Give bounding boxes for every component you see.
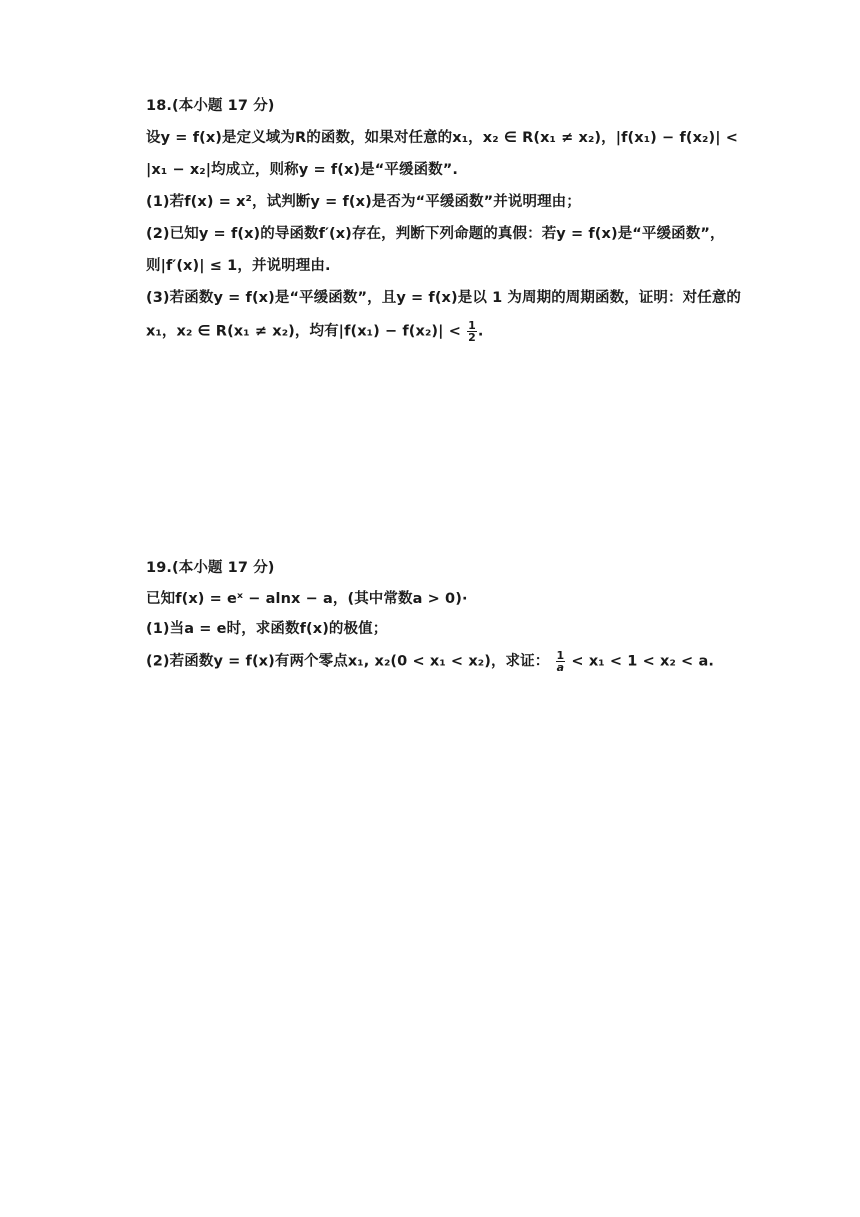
problem-19 bbox=[146, 558, 736, 683]
problem-19-part-1: (1)当a = e时，求函数f(x)的极值； bbox=[146, 621, 388, 637]
problem-18-part-3-continued bbox=[146, 320, 736, 343]
fraction-denominator: 2 bbox=[468, 331, 476, 344]
problem-19-line-1: 已知f(x) = eˣ − alnx − a，(其中常数a > 0)· bbox=[146, 590, 468, 607]
fraction-one-over-a bbox=[556, 650, 566, 673]
problem-18-part-1: (1)若f(x) = x²，试判断y = f(x)是否为“平缓函数”并说明理由； bbox=[146, 194, 581, 210]
problem-18 bbox=[146, 96, 742, 355]
problem-19-heading: 19.(本小题 17 分) bbox=[146, 560, 275, 576]
problem-18-part-2: (2)已知y = f(x)的导函数f′(x)存在，判断下列命题的真假：若y = f(x)是“平缓函数”， bbox=[146, 226, 725, 242]
problem-18-last-line-suffix: . bbox=[477, 323, 484, 340]
problem-18-heading: 18.(本小题 17 分) bbox=[146, 98, 275, 114]
problem-18-last-line-text: x₁，x₂ ∈ R(x₁ ≠ x₂)，均有|f(x₁) − f(x₂)| < bbox=[146, 323, 461, 340]
fraction-denominator: a bbox=[556, 660, 565, 674]
problem-19-part-2 bbox=[146, 650, 736, 673]
problem-18-line-1: 设y = f(x)是定义域为R的函数，如果对任意的x₁，x₂ ∈ R(x₁ ≠ x₂)，|f(x₁) − f(x₂)| < bbox=[146, 130, 739, 146]
problem-18-part-2-continued: 则|f′(x)| ≤ 1，并说明理由. bbox=[146, 258, 331, 274]
problem-18-part-3: (3)若函数y = f(x)是“平缓函数”，且y = f(x)是以 1 为周期的周期函数，证明：对任意的 bbox=[146, 290, 742, 306]
fraction-numerator: 1 bbox=[556, 648, 565, 662]
problem-18-line-2: |x₁ − x₂|均成立，则称y = f(x)是“平缓函数”. bbox=[146, 162, 459, 178]
fraction-numerator: 1 bbox=[468, 319, 476, 332]
problem-19-part-2-text: (2)若函数y = f(x)有两个零点x₁, x₂(0 < x₁ < x₂)，求证： bbox=[146, 653, 550, 669]
problem-19-part-2-suffix: < x₁ < 1 < x₂ < a. bbox=[566, 653, 714, 669]
fraction-one-half bbox=[467, 320, 477, 343]
